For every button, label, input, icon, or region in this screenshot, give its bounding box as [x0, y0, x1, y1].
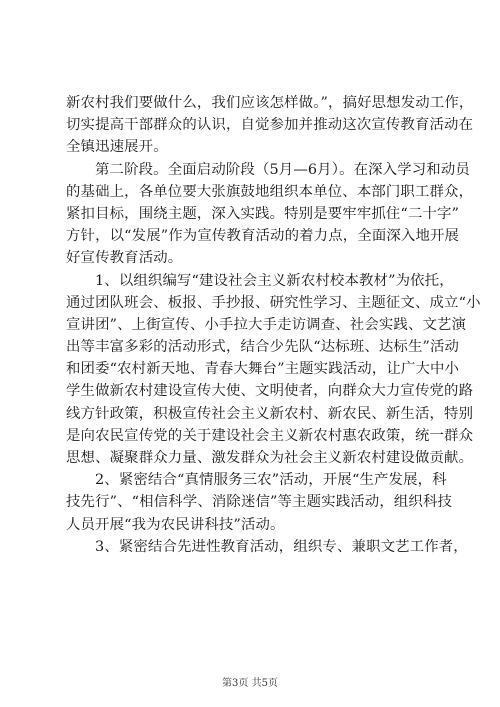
text-line: 人员开展“我为农民讲科技”活动。 [66, 516, 285, 533]
text-line: 学生做新农村建设宣传大使、文明使者，向群众大力宣传党的路 [66, 383, 474, 400]
text-line: 出等丰富多彩的活动形式，结合少先队“达标班、达标生”活动 [66, 339, 460, 356]
text-line: 方针，以“发展”作为宣传教育活动的着力点，全面深入地开展 [66, 228, 460, 245]
text-line: 通过团队班会、板报、手抄报、研究性学习、主题征文、成立“小 [66, 294, 481, 311]
text-line: 宣讲团”、上街宣传、小手拉大手走访调查、社会实践、文艺演 [66, 316, 467, 333]
text-line: 好宣传教育活动。 [66, 250, 183, 267]
text-line: 线方针政策，积极宣传社会主义新农村、新农民、新生活，特别 [66, 405, 474, 422]
page-number-footer: 第3页 共5页 [222, 678, 278, 689]
text-line: 第二阶段。全面启动阶段（5月—6月）。在深入学习和动员 [95, 161, 470, 178]
document-body [66, 92, 481, 558]
paragraph-1 [66, 92, 474, 159]
text-line: 的基础上，各单位要大张旗鼓地组织本单位、本部门职工群众， [66, 183, 474, 200]
paragraph-2 [66, 159, 474, 270]
text-line: 1、以组织编写“建设社会主义新农村校本教材”为依托， [95, 272, 454, 289]
text-line: 切实提高干部群众的认识，自觉参加并推动这次宣传教育活动在 [66, 117, 474, 134]
text-line: 全镇迅速展开。 [66, 139, 168, 156]
paragraph-3 [66, 270, 481, 470]
paragraph-4 [66, 469, 452, 536]
text-line: 2、紧密结合“真情服务三农”活动，开展“生产发展，科 [95, 472, 447, 489]
text-line: 技先行”、“相信科学、消除迷信”等主题实践活动，组织科技 [66, 494, 453, 511]
text-line: 和团委“农村新天地、青春大舞台”主题实践活动，让广大中小 [66, 361, 460, 378]
text-line: 是向农民宣传党的关于建设社会主义新农村惠农政策，统一群众 [66, 427, 474, 444]
paragraph-5 [66, 536, 468, 558]
text-line: 紧扣目标，围绕主题，深入实践。特别是要牢牢抓住“二十字” [66, 205, 460, 222]
text-line: 思想、凝聚群众力量、激发群众为社会主义新农村建设做贡献。 [66, 450, 474, 466]
text-line: 3、紧密结合先进性教育活动，组织专、兼职文艺工作者， [95, 538, 468, 555]
text-line: 新农村我们要做什么，我们应该怎样做。”，搞好思想发动工作， [66, 95, 474, 111]
